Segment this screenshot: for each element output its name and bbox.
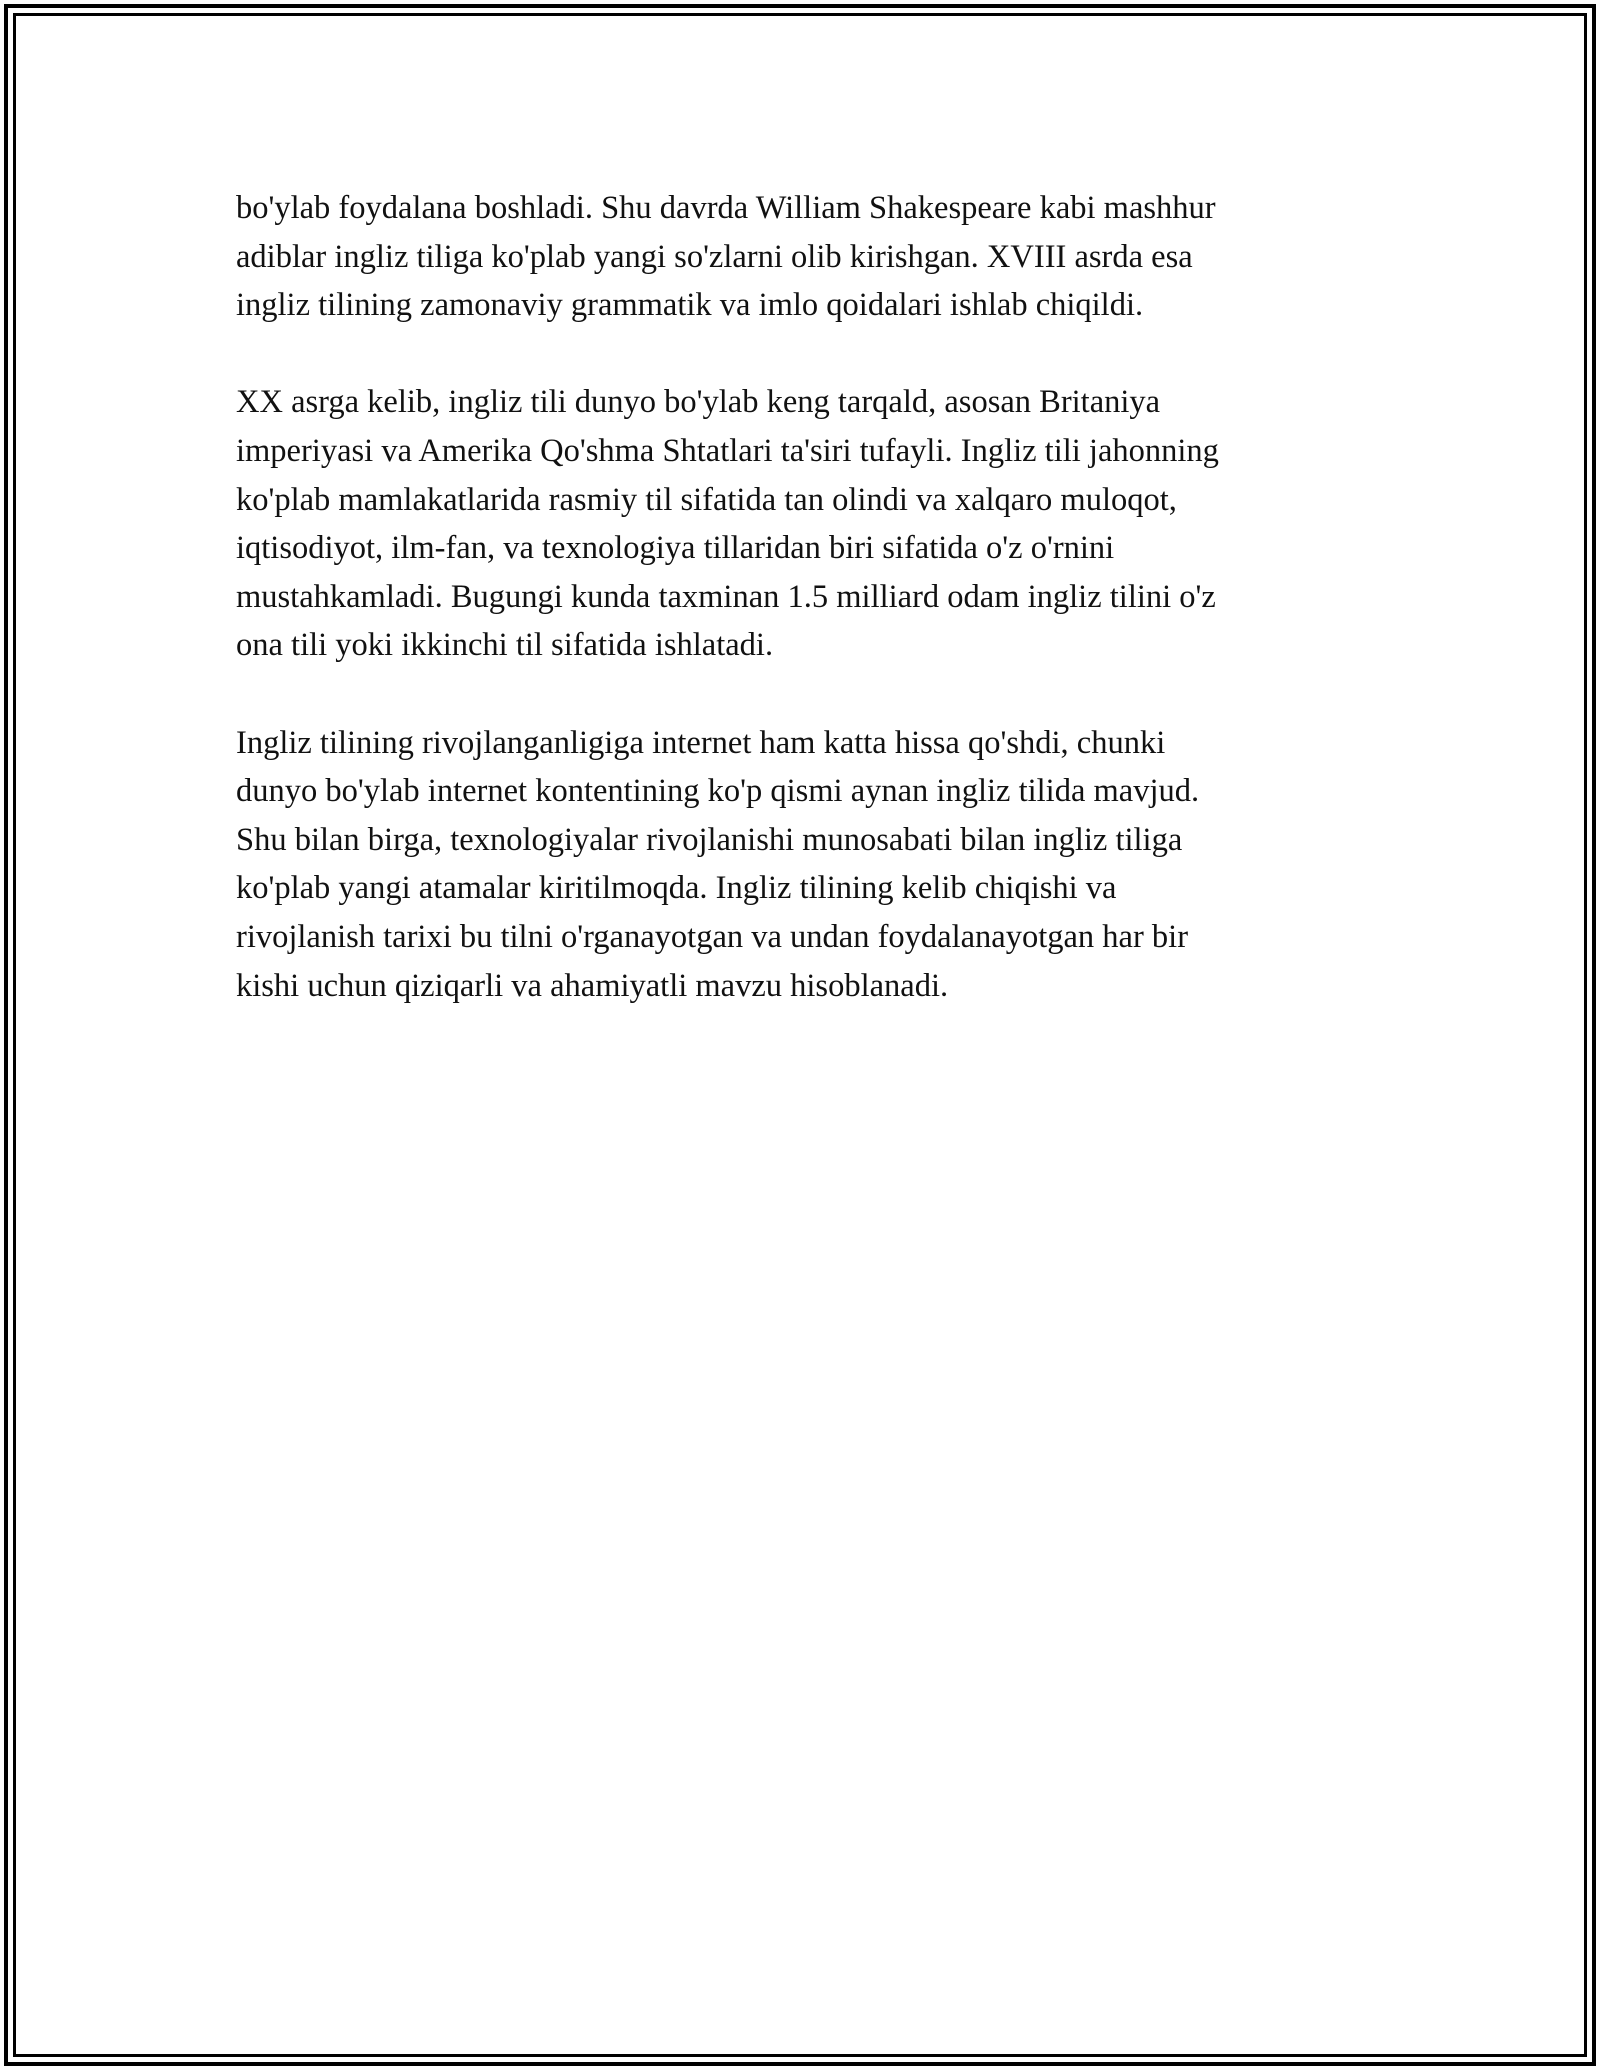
paragraph xyxy=(236,378,1366,670)
text-line: ona tili yoki ikkinchi til sifatida ishlatadi. xyxy=(236,627,774,664)
paragraph xyxy=(236,719,1366,1011)
text-line: Shu bilan birga, texnologiyalar rivojlanishi munosabati bilan ingliz tiliga xyxy=(236,821,1183,858)
text-line: ingliz tilining zamonaviy grammatik va imlo qoidalari ishlab chiqildi. xyxy=(236,287,1144,324)
paragraph xyxy=(236,184,1366,330)
text-line: dunyo bo'ylab internet kontentining ko'p qismi aynan ingliz tilida mavjud. xyxy=(236,773,1200,810)
text-line: mustahkamladi. Bugungi kunda taxminan 1.5 milliard odam ingliz tilini o'z xyxy=(236,578,1216,615)
text-line: imperiyasi va Amerika Qo'shma Shtatlari ta'siri tufayli. Ingliz tili jahonning xyxy=(236,432,1219,469)
text-line: adiblar ingliz tiliga ko'plab yangi so'zlarni olib kirishgan. XVIII asrda esa xyxy=(236,238,1193,275)
text-line: ko'plab yangi atamalar kiritilmoqda. Ingliz tilining kelib chiqishi va xyxy=(236,870,1117,907)
document-body xyxy=(236,184,1366,1010)
text-line: kishi uchun qiziqarli va ahamiyatli mavzu hisoblanadi. xyxy=(236,967,949,1004)
text-line: rivojlanish tarixi bu tilni o'rganayotgan va undan foydalanayotgan har bir xyxy=(236,918,1189,955)
text-line: iqtisodiyot, ilm-fan, va texnologiya tillaridan biri sifatida o'z o'rnini xyxy=(236,530,1115,567)
text-line: Ingliz tilining rivojlanganligiga internet ham katta hissa qo'shdi, chunki xyxy=(236,724,1166,761)
text-line: XX asrga kelib, ingliz tili dunyo bo'ylab keng tarqald, asosan Britaniya xyxy=(236,384,1161,421)
text-line: bo'ylab foydalana boshladi. Shu davrda William Shakespeare kabi mashhur xyxy=(236,190,1216,226)
text-line: ko'plab mamlakatlarida rasmiy til sifatida tan olindi va xalqaro muloqot, xyxy=(236,481,1177,518)
